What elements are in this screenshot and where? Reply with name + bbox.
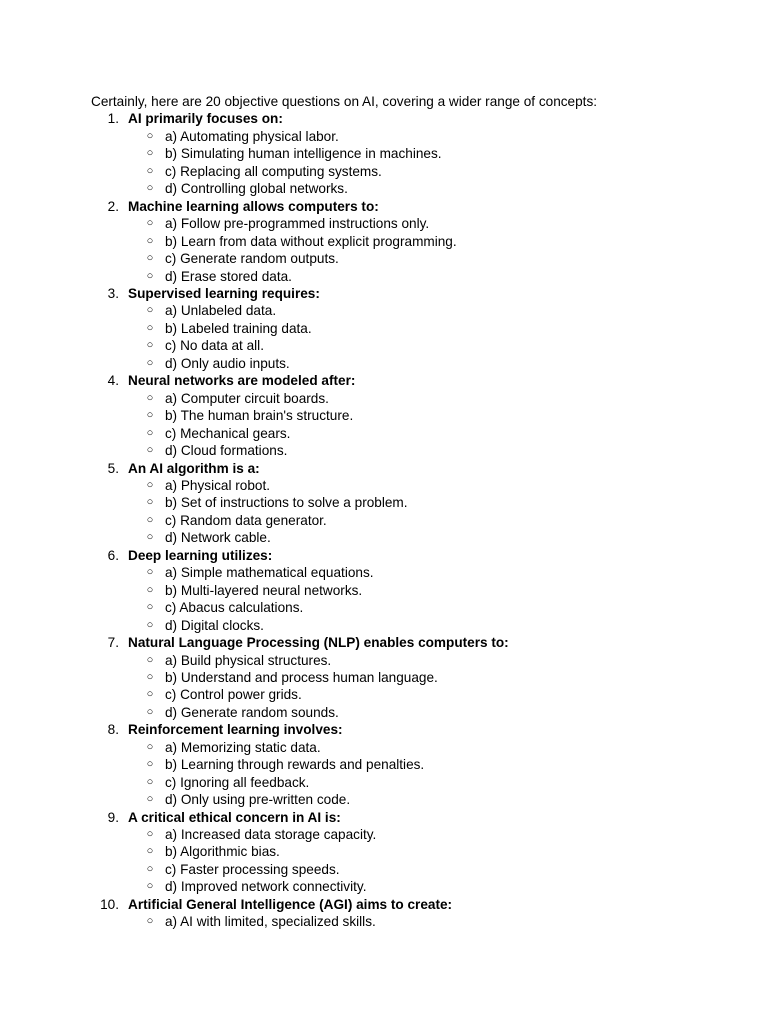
option-item — [128, 337, 731, 354]
hollow-circle-bullet-icon: ○ — [146, 653, 154, 666]
option-item — [128, 878, 731, 895]
option-text: b) Algorithmic bias. — [165, 844, 280, 860]
option-list — [128, 826, 731, 896]
option-list — [128, 302, 731, 372]
option-item — [128, 669, 731, 686]
question-number: 1. — [107, 111, 119, 127]
question-item — [91, 721, 731, 808]
question-item — [91, 372, 731, 459]
option-text: a) Increased data storage capacity. — [165, 827, 377, 843]
option-text: a) Simple mathematical equations. — [165, 565, 374, 581]
question-item — [91, 110, 731, 197]
option-item — [128, 512, 731, 529]
option-text: d) Only audio inputs. — [165, 355, 290, 371]
option-item — [128, 791, 731, 808]
option-item — [128, 163, 731, 180]
option-item — [128, 215, 731, 232]
option-text: a) Build physical structures. — [165, 652, 332, 668]
option-text: d) Improved network connectivity. — [165, 879, 367, 895]
option-text: b) Simulating human intelligence in machines. — [165, 146, 442, 162]
option-text: b) Labeled training data. — [165, 320, 312, 336]
option-item — [128, 407, 731, 424]
hollow-circle-bullet-icon: ○ — [146, 217, 154, 230]
hollow-circle-bullet-icon: ○ — [146, 670, 154, 683]
option-text: d) Controlling global networks. — [165, 181, 348, 197]
question-text: Artificial General Intelligence (AGI) aims to create: — [128, 896, 453, 912]
option-item — [128, 145, 731, 162]
hollow-circle-bullet-icon: ○ — [146, 601, 154, 614]
option-item — [128, 250, 731, 267]
option-text: a) Follow pre-programmed instructions only. — [165, 216, 430, 232]
question-text: Reinforcement learning involves: — [128, 722, 343, 738]
option-list — [128, 128, 731, 198]
hollow-circle-bullet-icon: ○ — [146, 426, 154, 439]
hollow-circle-bullet-icon: ○ — [146, 252, 154, 265]
hollow-circle-bullet-icon: ○ — [146, 496, 154, 509]
option-item — [128, 180, 731, 197]
hollow-circle-bullet-icon: ○ — [146, 531, 154, 544]
hollow-circle-bullet-icon: ○ — [146, 915, 154, 928]
option-item — [128, 739, 731, 756]
question-number: 2. — [107, 198, 119, 214]
hollow-circle-bullet-icon: ○ — [146, 775, 154, 788]
hollow-circle-bullet-icon: ○ — [146, 234, 154, 247]
document-body — [91, 93, 731, 931]
question-text: Neural networks are modeled after: — [128, 373, 356, 389]
hollow-circle-bullet-icon: ○ — [146, 513, 154, 526]
option-item — [128, 774, 731, 791]
hollow-circle-bullet-icon: ○ — [146, 129, 154, 142]
option-list — [128, 215, 731, 285]
option-text: c) Abacus calculations. — [165, 600, 304, 616]
option-item — [128, 843, 731, 860]
option-item — [128, 529, 731, 546]
question-number: 5. — [107, 460, 119, 476]
option-text: b) Learning through rewards and penalties. — [165, 757, 425, 773]
option-item — [128, 913, 731, 930]
hollow-circle-bullet-icon: ○ — [146, 583, 154, 596]
hollow-circle-bullet-icon: ○ — [146, 566, 154, 579]
question-item — [91, 285, 731, 372]
option-item — [128, 652, 731, 669]
option-text: c) Random data generator. — [165, 512, 327, 528]
option-text: b) Learn from data without explicit programming. — [165, 233, 457, 249]
option-text: b) The human brain's structure. — [165, 408, 354, 424]
hollow-circle-bullet-icon: ○ — [146, 793, 154, 806]
question-item — [91, 198, 731, 285]
hollow-circle-bullet-icon: ○ — [146, 828, 154, 841]
option-text: a) Automating physical labor. — [165, 128, 339, 144]
option-item — [128, 425, 731, 442]
option-item — [128, 477, 731, 494]
option-item — [128, 494, 731, 511]
hollow-circle-bullet-icon: ○ — [146, 478, 154, 491]
hollow-circle-bullet-icon: ○ — [146, 618, 154, 631]
option-text: d) Erase stored data. — [165, 268, 292, 284]
option-text: d) Only using pre-written code. — [165, 792, 351, 808]
question-text: Machine learning allows computers to: — [128, 198, 379, 214]
hollow-circle-bullet-icon: ○ — [146, 444, 154, 457]
option-list — [128, 913, 731, 930]
hollow-circle-bullet-icon: ○ — [146, 356, 154, 369]
option-text: b) Multi-layered neural networks. — [165, 582, 363, 598]
question-item — [91, 809, 731, 896]
option-text: a) Physical robot. — [165, 477, 271, 493]
option-text: b) Set of instructions to solve a problem. — [165, 495, 408, 511]
hollow-circle-bullet-icon: ○ — [146, 880, 154, 893]
option-text: c) Ignoring all feedback. — [165, 774, 310, 790]
option-text: a) Computer circuit boards. — [165, 390, 329, 406]
option-text: d) Network cable. — [165, 530, 271, 546]
question-text: AI primarily focuses on: — [128, 111, 283, 127]
hollow-circle-bullet-icon: ○ — [146, 182, 154, 195]
option-item — [128, 355, 731, 372]
question-list — [91, 110, 731, 930]
question-number: 4. — [107, 373, 119, 389]
option-text: a) Memorizing static data. — [165, 739, 321, 755]
question-item — [91, 896, 731, 931]
option-list — [128, 477, 731, 547]
option-text: d) Cloud formations. — [165, 443, 288, 459]
option-list — [128, 739, 731, 809]
option-text: b) Understand and process human language. — [165, 669, 438, 685]
question-item — [91, 460, 731, 547]
option-text: c) No data at all. — [165, 338, 264, 354]
hollow-circle-bullet-icon: ○ — [146, 688, 154, 701]
option-text: a) Unlabeled data. — [165, 303, 277, 319]
option-item — [128, 390, 731, 407]
option-text: c) Faster processing speeds. — [165, 861, 340, 877]
option-text: c) Generate random outputs. — [165, 251, 339, 267]
option-item — [128, 617, 731, 634]
question-item — [91, 547, 731, 634]
hollow-circle-bullet-icon: ○ — [146, 339, 154, 352]
option-list — [128, 652, 731, 722]
option-item — [128, 861, 731, 878]
question-text: An AI algorithm is a: — [128, 460, 260, 476]
option-item — [128, 442, 731, 459]
question-text: Supervised learning requires: — [128, 285, 320, 301]
option-text: c) Control power grids. — [165, 687, 302, 703]
option-text: c) Mechanical gears. — [165, 425, 291, 441]
option-item — [128, 320, 731, 337]
option-item — [128, 302, 731, 319]
option-item — [128, 268, 731, 285]
hollow-circle-bullet-icon: ○ — [146, 758, 154, 771]
hollow-circle-bullet-icon: ○ — [146, 147, 154, 160]
option-item — [128, 582, 731, 599]
option-text: d) Generate random sounds. — [165, 704, 339, 720]
question-text: Natural Language Processing (NLP) enables computers to: — [128, 635, 509, 651]
hollow-circle-bullet-icon: ○ — [146, 304, 154, 317]
option-item — [128, 599, 731, 616]
hollow-circle-bullet-icon: ○ — [146, 321, 154, 334]
option-item — [128, 128, 731, 145]
option-item — [128, 704, 731, 721]
intro-paragraph: Certainly, here are 20 objective questions on AI, covering a wider range of concepts: — [91, 94, 598, 109]
option-text: a) AI with limited, specialized skills. — [165, 914, 376, 930]
question-text: Deep learning utilizes: — [128, 547, 273, 563]
option-list — [128, 390, 731, 460]
question-item — [91, 634, 731, 721]
option-item — [128, 686, 731, 703]
hollow-circle-bullet-icon: ○ — [146, 705, 154, 718]
question-number: 6. — [107, 547, 119, 563]
hollow-circle-bullet-icon: ○ — [146, 862, 154, 875]
hollow-circle-bullet-icon: ○ — [146, 269, 154, 282]
hollow-circle-bullet-icon: ○ — [146, 740, 154, 753]
hollow-circle-bullet-icon: ○ — [146, 845, 154, 858]
option-item — [128, 233, 731, 250]
option-item — [128, 826, 731, 843]
hollow-circle-bullet-icon: ○ — [146, 164, 154, 177]
question-number: 10. — [100, 896, 119, 912]
hollow-circle-bullet-icon: ○ — [146, 391, 154, 404]
option-text: d) Digital clocks. — [165, 617, 264, 633]
option-text: c) Replacing all computing systems. — [165, 163, 382, 179]
option-item — [128, 756, 731, 773]
option-list — [128, 564, 731, 634]
option-item — [128, 564, 731, 581]
question-number: 8. — [107, 722, 119, 738]
hollow-circle-bullet-icon: ○ — [146, 409, 154, 422]
question-text: A critical ethical concern in AI is: — [128, 809, 341, 825]
question-number: 9. — [107, 809, 119, 825]
question-number: 7. — [107, 635, 119, 651]
question-number: 3. — [107, 285, 119, 301]
